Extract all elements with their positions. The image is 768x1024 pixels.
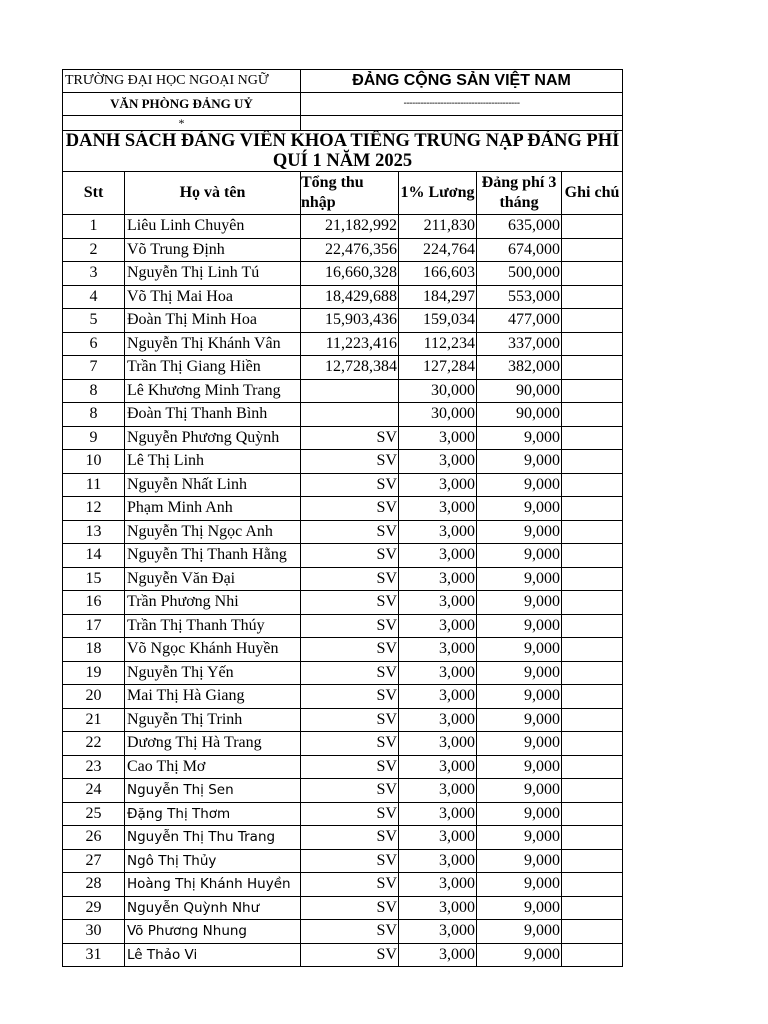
note-cell[interactable] — [562, 544, 623, 568]
stt-cell[interactable]: 15 — [63, 567, 125, 591]
stt-cell[interactable]: 21 — [63, 708, 125, 732]
name-cell[interactable]: Trần Thị Giang Hiền — [125, 356, 301, 380]
stt-cell[interactable]: 23 — [63, 755, 125, 779]
fee-cell[interactable]: 674,000 — [477, 238, 562, 262]
table-row — [63, 873, 623, 897]
income-cell[interactable]: SV — [301, 450, 399, 474]
name-cell[interactable]: Nguyễn Thị Linh Tú — [125, 262, 301, 286]
stt-cell[interactable]: 17 — [63, 614, 125, 638]
stt-cell[interactable]: 3 — [63, 262, 125, 286]
income-cell[interactable]: SV — [301, 638, 399, 662]
income-cell[interactable]: SV — [301, 755, 399, 779]
name-cell[interactable]: Võ Thị Mai Hoa — [125, 285, 301, 309]
fee-cell[interactable]: 9,000 — [477, 849, 562, 873]
fee-cell[interactable]: 90,000 — [477, 403, 562, 427]
income-cell[interactable]: 12,728,384 — [301, 356, 399, 380]
name-cell[interactable]: Nguyễn Thị Khánh Vân — [125, 332, 301, 356]
document-title[interactable]: DANH SÁCH ĐẢNG VIÊN KHOA TIẾNG TRUNG NẠP ĐẢNG PHÍ QUÍ 1 NĂM 2025 — [63, 131, 623, 172]
name-cell[interactable]: Trần Phương Nhi — [125, 591, 301, 615]
one-percent-cell[interactable]: 3,000 — [399, 473, 477, 497]
fee-cell[interactable]: 500,000 — [477, 262, 562, 286]
table-row — [63, 591, 623, 615]
income-cell[interactable]: SV — [301, 661, 399, 685]
table-row — [63, 285, 623, 309]
note-cell[interactable] — [562, 520, 623, 544]
table-row — [63, 708, 623, 732]
fee-cell[interactable]: 9,000 — [477, 426, 562, 450]
name-cell[interactable]: Võ Ngọc Khánh Huyền — [125, 638, 301, 662]
fee-cell[interactable]: 9,000 — [477, 520, 562, 544]
note-cell[interactable] — [562, 262, 623, 286]
member-fee-table — [62, 69, 623, 967]
table-row — [63, 826, 623, 850]
title-row — [63, 131, 623, 172]
school-name[interactable]: TRƯỜNG ĐẠI HỌC NGOẠI NGỮ — [63, 70, 301, 93]
note-cell[interactable] — [562, 708, 623, 732]
name-cell[interactable]: Đặng Thị Thơm — [125, 802, 301, 826]
table-row — [63, 896, 623, 920]
one-percent-cell[interactable]: 224,764 — [399, 238, 477, 262]
stt-cell[interactable]: 29 — [63, 896, 125, 920]
note-cell[interactable] — [562, 732, 623, 756]
one-percent-cell[interactable]: 127,284 — [399, 356, 477, 380]
col-header-one-percent[interactable]: 1% Lương — [399, 172, 477, 215]
stt-cell[interactable]: 19 — [63, 661, 125, 685]
stt-cell[interactable]: 14 — [63, 544, 125, 568]
one-percent-cell[interactable]: 112,234 — [399, 332, 477, 356]
note-cell[interactable] — [562, 403, 623, 427]
note-cell[interactable] — [562, 943, 623, 967]
income-cell[interactable]: SV — [301, 732, 399, 756]
stt-cell[interactable]: 24 — [63, 779, 125, 803]
stt-cell[interactable]: 2 — [63, 238, 125, 262]
one-percent-cell[interactable]: 30,000 — [399, 403, 477, 427]
stt-cell[interactable]: 9 — [63, 426, 125, 450]
note-cell[interactable] — [562, 896, 623, 920]
income-cell[interactable]: 22,476,356 — [301, 238, 399, 262]
income-cell[interactable]: 16,660,328 — [301, 262, 399, 286]
column-header-row — [63, 172, 623, 215]
note-cell[interactable] — [562, 591, 623, 615]
one-percent-cell[interactable]: 3,000 — [399, 567, 477, 591]
fee-cell[interactable]: 337,000 — [477, 332, 562, 356]
note-cell[interactable] — [562, 450, 623, 474]
income-cell[interactable]: SV — [301, 591, 399, 615]
fee-cell[interactable]: 9,000 — [477, 685, 562, 709]
income-cell[interactable]: SV — [301, 802, 399, 826]
income-cell[interactable]: 15,903,436 — [301, 309, 399, 333]
note-cell[interactable] — [562, 661, 623, 685]
fee-cell[interactable]: 9,000 — [477, 873, 562, 897]
name-cell[interactable]: Nguyễn Thị Thanh Hằng — [125, 544, 301, 568]
party-name[interactable]: ĐẢNG CỘNG SẢN VIỆT NAM — [301, 70, 623, 93]
fee-cell[interactable]: 9,000 — [477, 896, 562, 920]
note-cell[interactable] — [562, 849, 623, 873]
fee-cell[interactable]: 9,000 — [477, 614, 562, 638]
one-percent-cell[interactable]: 3,000 — [399, 497, 477, 521]
stt-cell[interactable]: 1 — [63, 215, 125, 239]
fee-cell[interactable]: 9,000 — [477, 755, 562, 779]
one-percent-cell[interactable]: 3,000 — [399, 849, 477, 873]
stt-cell[interactable]: 26 — [63, 826, 125, 850]
table-row — [63, 215, 623, 239]
name-cell[interactable]: Phạm Minh Anh — [125, 497, 301, 521]
table-row — [63, 849, 623, 873]
stt-cell[interactable]: 10 — [63, 450, 125, 474]
income-cell[interactable]: SV — [301, 473, 399, 497]
table-row — [63, 309, 623, 333]
stt-cell[interactable]: 7 — [63, 356, 125, 380]
one-percent-cell[interactable]: 3,000 — [399, 896, 477, 920]
one-percent-cell[interactable]: 3,000 — [399, 661, 477, 685]
one-percent-cell[interactable]: 3,000 — [399, 450, 477, 474]
fee-cell[interactable]: 9,000 — [477, 638, 562, 662]
table-row — [63, 332, 623, 356]
name-cell[interactable]: Nguyễn Phương Quỳnh — [125, 426, 301, 450]
stt-cell[interactable]: 20 — [63, 685, 125, 709]
fee-cell[interactable]: 382,000 — [477, 356, 562, 380]
table-row — [63, 802, 623, 826]
fee-cell[interactable]: 90,000 — [477, 379, 562, 403]
name-cell[interactable]: Võ Trung Định — [125, 238, 301, 262]
fee-cell[interactable]: 9,000 — [477, 473, 562, 497]
fee-cell[interactable]: 9,000 — [477, 661, 562, 685]
one-percent-cell[interactable]: 3,000 — [399, 591, 477, 615]
table-row — [63, 779, 623, 803]
name-cell[interactable]: Cao Thị Mơ — [125, 755, 301, 779]
name-cell[interactable]: Võ Phương Nhung — [125, 920, 301, 944]
one-percent-cell[interactable]: 3,000 — [399, 920, 477, 944]
one-percent-cell[interactable]: 3,000 — [399, 708, 477, 732]
note-cell[interactable] — [562, 638, 623, 662]
note-cell[interactable] — [562, 614, 623, 638]
col-header-stt[interactable]: Stt — [63, 172, 125, 215]
income-cell[interactable]: SV — [301, 896, 399, 920]
income-cell[interactable]: SV — [301, 614, 399, 638]
note-cell[interactable] — [562, 426, 623, 450]
note-cell[interactable] — [562, 567, 623, 591]
spreadsheet — [62, 69, 622, 967]
one-percent-cell[interactable]: 3,000 — [399, 755, 477, 779]
name-cell[interactable]: Lê Thị Linh — [125, 450, 301, 474]
table-row — [63, 450, 623, 474]
income-cell[interactable]: SV — [301, 943, 399, 967]
table-row — [63, 403, 623, 427]
name-cell[interactable]: Nguyễn Nhất Linh — [125, 473, 301, 497]
note-cell[interactable] — [562, 755, 623, 779]
col-header-income[interactable]: Tổng thu nhập — [301, 172, 399, 215]
income-cell[interactable]: 11,223,416 — [301, 332, 399, 356]
name-cell[interactable]: Đoàn Thị Thanh Bình — [125, 403, 301, 427]
fee-cell[interactable]: 9,000 — [477, 544, 562, 568]
header-row-office — [63, 93, 623, 116]
income-cell[interactable]: SV — [301, 567, 399, 591]
note-cell[interactable] — [562, 379, 623, 403]
table-row — [63, 661, 623, 685]
one-percent-cell[interactable]: 30,000 — [399, 379, 477, 403]
col-header-note[interactable]: Ghi chú — [562, 172, 623, 215]
note-cell[interactable] — [562, 473, 623, 497]
fee-cell[interactable]: 9,000 — [477, 732, 562, 756]
note-cell[interactable] — [562, 873, 623, 897]
table-row — [63, 379, 623, 403]
note-cell[interactable] — [562, 332, 623, 356]
stt-cell[interactable]: 6 — [63, 332, 125, 356]
income-cell[interactable]: 18,429,688 — [301, 285, 399, 309]
fee-cell[interactable]: 553,000 — [477, 285, 562, 309]
fee-cell[interactable]: 9,000 — [477, 779, 562, 803]
col-header-fee[interactable]: Đảng phí 3 tháng — [477, 172, 562, 215]
name-cell[interactable]: Nguyễn Thị Trinh — [125, 708, 301, 732]
fee-cell[interactable]: 9,000 — [477, 567, 562, 591]
table-row — [63, 943, 623, 967]
table-row — [63, 732, 623, 756]
stt-cell[interactable]: 25 — [63, 802, 125, 826]
name-cell[interactable]: Lê Khương Minh Trang — [125, 379, 301, 403]
empty-cell[interactable] — [301, 116, 623, 131]
table-row — [63, 520, 623, 544]
income-cell[interactable]: SV — [301, 520, 399, 544]
note-cell[interactable] — [562, 238, 623, 262]
stt-cell[interactable]: 4 — [63, 285, 125, 309]
fee-cell[interactable]: 635,000 — [477, 215, 562, 239]
note-cell[interactable] — [562, 685, 623, 709]
table-row — [63, 544, 623, 568]
income-cell[interactable]: SV — [301, 873, 399, 897]
name-cell[interactable]: Lê Thảo Vi — [125, 943, 301, 967]
income-cell[interactable]: SV — [301, 426, 399, 450]
table-row — [63, 567, 623, 591]
income-cell[interactable]: SV — [301, 779, 399, 803]
fee-cell[interactable]: 477,000 — [477, 309, 562, 333]
stt-cell[interactable]: 12 — [63, 497, 125, 521]
fee-cell[interactable]: 9,000 — [477, 497, 562, 521]
one-percent-cell[interactable]: 3,000 — [399, 732, 477, 756]
one-percent-cell[interactable]: 159,034 — [399, 309, 477, 333]
income-cell[interactable]: SV — [301, 849, 399, 873]
note-cell[interactable] — [562, 497, 623, 521]
note-cell[interactable] — [562, 215, 623, 239]
income-cell[interactable] — [301, 379, 399, 403]
income-cell[interactable]: SV — [301, 544, 399, 568]
col-header-name[interactable]: Họ và tên — [125, 172, 301, 215]
stt-cell[interactable]: 22 — [63, 732, 125, 756]
one-percent-cell[interactable]: 3,000 — [399, 544, 477, 568]
stt-cell[interactable]: 8 — [63, 379, 125, 403]
name-cell[interactable]: Ngô Thị Thủy — [125, 849, 301, 873]
income-cell[interactable]: 21,182,992 — [301, 215, 399, 239]
note-cell[interactable] — [562, 356, 623, 380]
fee-cell[interactable]: 9,000 — [477, 920, 562, 944]
name-cell[interactable]: Nguyễn Thị Yến — [125, 661, 301, 685]
name-cell[interactable]: Đoàn Thị Minh Hoa — [125, 309, 301, 333]
note-cell[interactable] — [562, 826, 623, 850]
stt-cell[interactable]: 16 — [63, 591, 125, 615]
one-percent-cell[interactable]: 3,000 — [399, 873, 477, 897]
note-cell[interactable] — [562, 285, 623, 309]
income-cell[interactable]: SV — [301, 826, 399, 850]
one-percent-cell[interactable]: 3,000 — [399, 520, 477, 544]
stt-cell[interactable]: 18 — [63, 638, 125, 662]
note-cell[interactable] — [562, 802, 623, 826]
one-percent-cell[interactable]: 3,000 — [399, 802, 477, 826]
table-row — [63, 262, 623, 286]
header-row-school — [63, 70, 623, 93]
note-cell[interactable] — [562, 779, 623, 803]
fee-cell[interactable]: 9,000 — [477, 943, 562, 967]
fee-cell[interactable]: 9,000 — [477, 708, 562, 732]
stt-cell[interactable]: 28 — [63, 873, 125, 897]
income-cell[interactable]: SV — [301, 497, 399, 521]
dash-separator[interactable]: ----------------------------------------- — [301, 93, 623, 116]
stt-cell[interactable]: 31 — [63, 943, 125, 967]
table-row — [63, 614, 623, 638]
stt-cell[interactable]: 27 — [63, 849, 125, 873]
name-cell[interactable]: Nguyễn Thị Thu Trang — [125, 826, 301, 850]
name-cell[interactable]: Nguyễn Thị Ngọc Anh — [125, 520, 301, 544]
one-percent-cell[interactable]: 3,000 — [399, 779, 477, 803]
stt-cell[interactable]: 11 — [63, 473, 125, 497]
table-row — [63, 238, 623, 262]
stt-cell[interactable]: 13 — [63, 520, 125, 544]
fee-cell[interactable]: 9,000 — [477, 450, 562, 474]
stt-cell[interactable]: 30 — [63, 920, 125, 944]
office-name[interactable]: VĂN PHÒNG ĐẢNG UỶ — [63, 93, 301, 116]
one-percent-cell[interactable]: 3,000 — [399, 826, 477, 850]
one-percent-cell[interactable]: 3,000 — [399, 638, 477, 662]
stt-cell[interactable]: 8 — [63, 403, 125, 427]
note-cell[interactable] — [562, 309, 623, 333]
table-row — [63, 755, 623, 779]
table-row — [63, 920, 623, 944]
table-row — [63, 426, 623, 450]
name-cell[interactable]: Hoàng Thị Khánh Huyền — [125, 873, 301, 897]
fee-cell[interactable]: 9,000 — [477, 826, 562, 850]
star-mark[interactable]: * — [63, 116, 301, 131]
name-cell[interactable]: Nguyễn Văn Đại — [125, 567, 301, 591]
income-cell[interactable]: SV — [301, 920, 399, 944]
name-cell[interactable]: Nguyễn Thị Sen — [125, 779, 301, 803]
table-row — [63, 685, 623, 709]
one-percent-cell[interactable]: 211,830 — [399, 215, 477, 239]
name-cell[interactable]: Trần Thị Thanh Thúy — [125, 614, 301, 638]
one-percent-cell[interactable]: 3,000 — [399, 614, 477, 638]
income-cell[interactable]: SV — [301, 708, 399, 732]
fee-cell[interactable]: 9,000 — [477, 591, 562, 615]
stt-cell[interactable]: 5 — [63, 309, 125, 333]
name-cell[interactable]: Mai Thị Hà Giang — [125, 685, 301, 709]
one-percent-cell[interactable]: 3,000 — [399, 943, 477, 967]
fee-cell[interactable]: 9,000 — [477, 802, 562, 826]
one-percent-cell[interactable]: 184,297 — [399, 285, 477, 309]
name-cell[interactable]: Liêu Linh Chuyên — [125, 215, 301, 239]
table-row — [63, 638, 623, 662]
income-cell[interactable] — [301, 403, 399, 427]
one-percent-cell[interactable]: 3,000 — [399, 426, 477, 450]
table-row — [63, 473, 623, 497]
one-percent-cell[interactable]: 166,603 — [399, 262, 477, 286]
header-row-star — [63, 116, 623, 131]
income-cell[interactable]: SV — [301, 685, 399, 709]
table-row — [63, 497, 623, 521]
name-cell[interactable]: Dương Thị Hà Trang — [125, 732, 301, 756]
note-cell[interactable] — [562, 920, 623, 944]
one-percent-cell[interactable]: 3,000 — [399, 685, 477, 709]
table-row — [63, 356, 623, 380]
name-cell[interactable]: Nguyễn Quỳnh Như — [125, 896, 301, 920]
